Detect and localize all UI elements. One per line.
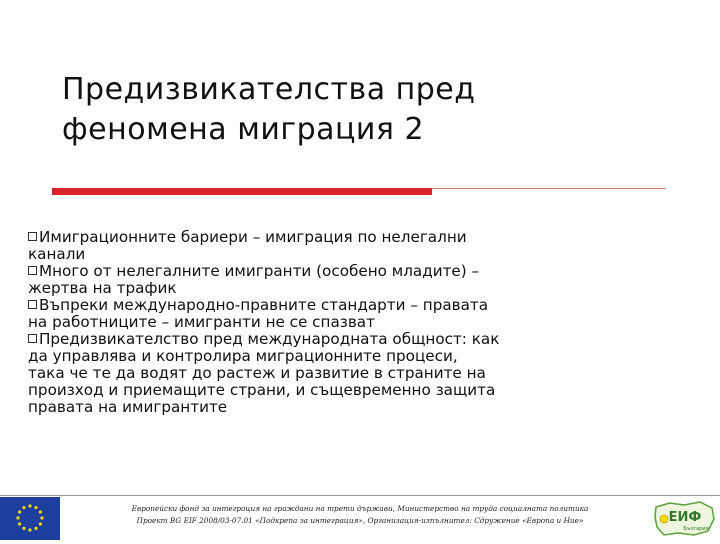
bullet-1-line-1: Имиграционните бариери – имиграция по нелегални (39, 228, 467, 246)
logo-subtext: България (683, 526, 709, 532)
bullet-1-line-2: канали (28, 245, 86, 263)
bullet-item-4 (28, 331, 668, 416)
eif-logo-graphic (652, 497, 718, 540)
footer-text (90, 503, 630, 527)
square-bullet-icon (28, 334, 37, 343)
footer-line-2: Проект BG EIF 2008/03-07.01 «Подкрепа за интеграция», Организация-изпълнител: Сдружение «Европа и Ние» (136, 516, 584, 525)
title-underline-thin (432, 188, 666, 189)
footer-line-1: Европейски фонд за интеграция на граждани на трети държави, Министерство на труда социалната политика (131, 504, 589, 513)
bullet-4-line-1: Предизвикателство пред международната общност: как (39, 330, 500, 348)
square-bullet-icon (28, 300, 37, 309)
bullet-item-3 (28, 297, 668, 331)
bullet-3-line-2: на работниците – имигранти не се спазват (28, 313, 375, 331)
bullet-4-line-3: така че те да водят до растеж и развитие в страните на (28, 364, 486, 382)
bullet-item-2 (28, 263, 668, 297)
square-bullet-icon (28, 232, 37, 241)
eif-logo-icon (652, 497, 718, 540)
logo-text: ЕИФ (668, 510, 702, 525)
bullet-2-line-2: жертва на трафик (28, 279, 177, 297)
title-line-2: феномена миграция 2 (62, 112, 425, 147)
bullet-3-line-1: Въпреки международно-правните стандарти – правата (39, 296, 489, 314)
title-underline-red (52, 188, 432, 195)
footer-divider (0, 495, 720, 496)
bullet-4-line-2: да управлява и контролира миграционните процеси, (28, 347, 458, 365)
title-line-1: Предизвикателства пред (62, 72, 476, 107)
slide-title (62, 70, 662, 150)
bullet-item-1 (28, 229, 668, 263)
eu-flag-icon (0, 497, 60, 540)
bullet-4-line-4: произход и приемащите страни, и същевременно защита (28, 381, 496, 399)
eu-flag-stars (0, 497, 60, 540)
bullet-list (28, 229, 668, 416)
square-bullet-icon (28, 266, 37, 275)
bullet-4-line-5: правата на имигрантите (28, 398, 228, 416)
bullet-2-line-1: Много от нелегалните имигранти (особено младите) – (39, 262, 480, 280)
